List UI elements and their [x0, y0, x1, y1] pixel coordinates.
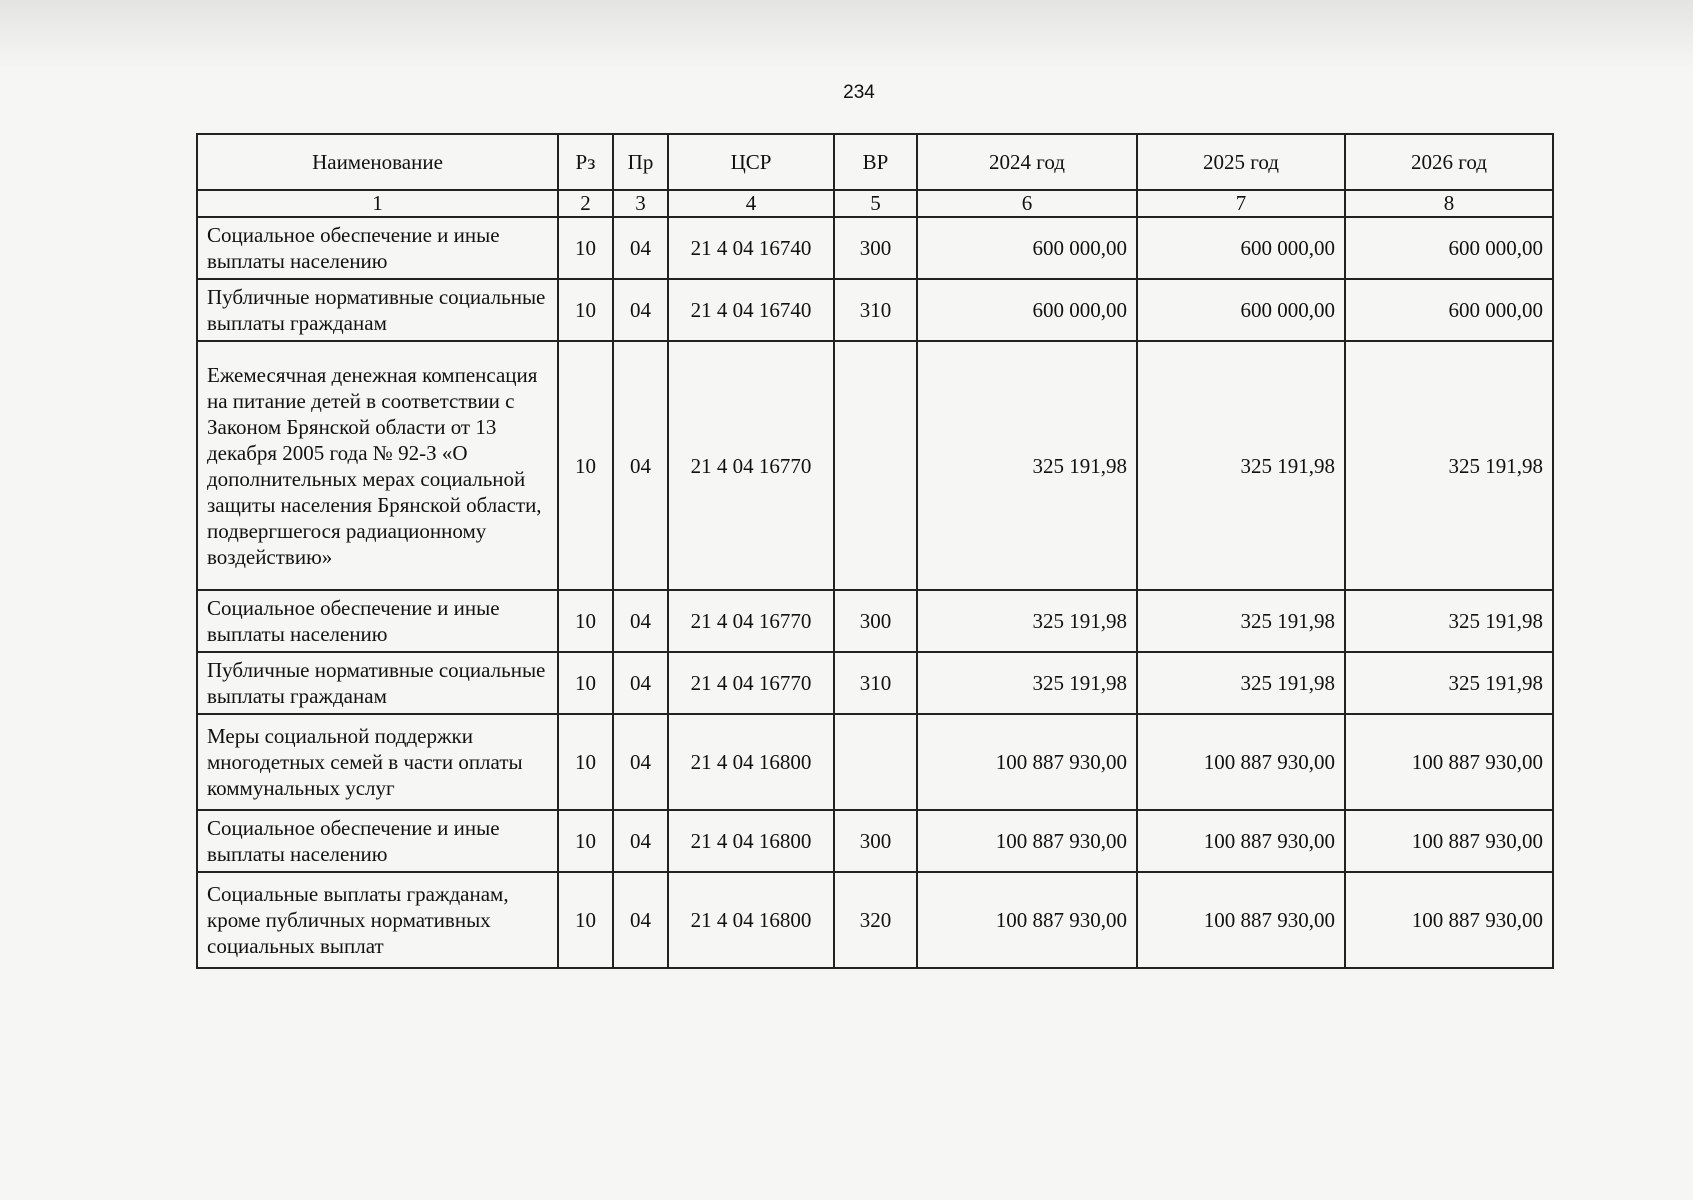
row-pr: 04 [613, 279, 668, 341]
header-csr: ЦСР [668, 134, 834, 190]
column-number-row [197, 190, 1553, 217]
header-pr: Пр [613, 134, 668, 190]
row-2024: 100 887 930,00 [917, 810, 1137, 872]
row-2026: 600 000,00 [1345, 217, 1553, 279]
column-number: 1 [197, 190, 558, 217]
row-vr: 300 [834, 810, 917, 872]
table-row [197, 341, 1553, 590]
row-pr: 04 [613, 217, 668, 279]
scan-edge [0, 0, 1693, 70]
row-csr: 21 4 04 16770 [668, 341, 834, 590]
row-name: Публичные нормативные социальные выплаты гражданам [197, 652, 558, 714]
row-2025: 600 000,00 [1137, 217, 1345, 279]
row-2024: 325 191,98 [917, 590, 1137, 652]
table-row [197, 590, 1553, 652]
row-2024: 325 191,98 [917, 652, 1137, 714]
row-vr: 310 [834, 279, 917, 341]
row-csr: 21 4 04 16740 [668, 279, 834, 341]
row-pr: 04 [613, 341, 668, 590]
row-2025: 325 191,98 [1137, 652, 1345, 714]
row-2024: 600 000,00 [917, 217, 1137, 279]
row-rz: 10 [558, 810, 613, 872]
row-2026: 325 191,98 [1345, 652, 1553, 714]
row-vr: 300 [834, 590, 917, 652]
row-vr: 320 [834, 872, 917, 968]
table-row [197, 714, 1553, 810]
row-2026: 100 887 930,00 [1345, 714, 1553, 810]
row-pr: 04 [613, 872, 668, 968]
row-2024: 100 887 930,00 [917, 872, 1137, 968]
table-row [197, 217, 1553, 279]
row-csr: 21 4 04 16740 [668, 217, 834, 279]
row-vr: 310 [834, 652, 917, 714]
row-pr: 04 [613, 810, 668, 872]
header-rz: Рз [558, 134, 613, 190]
row-csr: 21 4 04 16800 [668, 810, 834, 872]
row-2024: 600 000,00 [917, 279, 1137, 341]
column-number: 3 [613, 190, 668, 217]
row-rz: 10 [558, 590, 613, 652]
row-rz: 10 [558, 217, 613, 279]
row-2026: 325 191,98 [1345, 341, 1553, 590]
row-pr: 04 [613, 652, 668, 714]
row-2025: 325 191,98 [1137, 590, 1345, 652]
column-number: 5 [834, 190, 917, 217]
row-2024: 100 887 930,00 [917, 714, 1137, 810]
table-row [197, 872, 1553, 968]
row-vr [834, 341, 917, 590]
header-2025: 2025 год [1137, 134, 1345, 190]
row-2026: 100 887 930,00 [1345, 872, 1553, 968]
row-2025: 100 887 930,00 [1137, 810, 1345, 872]
column-number: 8 [1345, 190, 1553, 217]
row-name: Ежемесячная денежная компенсация на питание детей в соответствии с Законом Брянской области от 13 декабря 2005 года № 92-З «О дополнительных мерах социальной защиты населения Брянской области, подвергшегося радиационному воздействию» [197, 341, 558, 590]
row-csr: 21 4 04 16800 [668, 714, 834, 810]
table-row [197, 652, 1553, 714]
table-row [197, 810, 1553, 872]
row-csr: 21 4 04 16770 [668, 652, 834, 714]
row-2025: 325 191,98 [1137, 341, 1345, 590]
header-2026: 2026 год [1345, 134, 1553, 190]
header-2024: 2024 год [917, 134, 1137, 190]
row-csr: 21 4 04 16800 [668, 872, 834, 968]
row-2025: 100 887 930,00 [1137, 714, 1345, 810]
header-name: Наименование [197, 134, 558, 190]
row-pr: 04 [613, 590, 668, 652]
column-number: 2 [558, 190, 613, 217]
table-row [197, 279, 1553, 341]
row-2026: 100 887 930,00 [1345, 810, 1553, 872]
header-row [197, 134, 1553, 190]
header-vr: ВР [834, 134, 917, 190]
row-name: Социальное обеспечение и иные выплаты населению [197, 590, 558, 652]
row-rz: 10 [558, 279, 613, 341]
row-csr: 21 4 04 16770 [668, 590, 834, 652]
row-rz: 10 [558, 872, 613, 968]
row-vr [834, 714, 917, 810]
row-2026: 325 191,98 [1345, 590, 1553, 652]
row-vr: 300 [834, 217, 917, 279]
column-number: 7 [1137, 190, 1345, 217]
page-number: 234 [843, 82, 875, 103]
row-name: Социальные выплаты гражданам, кроме публичных нормативных социальных выплат [197, 872, 558, 968]
row-name: Меры социальной поддержки многодетных семей в части оплаты коммунальных услуг [197, 714, 558, 810]
row-pr: 04 [613, 714, 668, 810]
row-rz: 10 [558, 652, 613, 714]
column-number: 6 [917, 190, 1137, 217]
row-rz: 10 [558, 714, 613, 810]
row-name: Публичные нормативные социальные выплаты гражданам [197, 279, 558, 341]
row-name: Социальное обеспечение и иные выплаты населению [197, 217, 558, 279]
row-2025: 600 000,00 [1137, 279, 1345, 341]
row-name: Социальное обеспечение и иные выплаты населению [197, 810, 558, 872]
row-rz: 10 [558, 341, 613, 590]
column-number: 4 [668, 190, 834, 217]
budget-table [196, 133, 1554, 969]
row-2025: 100 887 930,00 [1137, 872, 1345, 968]
row-2024: 325 191,98 [917, 341, 1137, 590]
row-2026: 600 000,00 [1345, 279, 1553, 341]
